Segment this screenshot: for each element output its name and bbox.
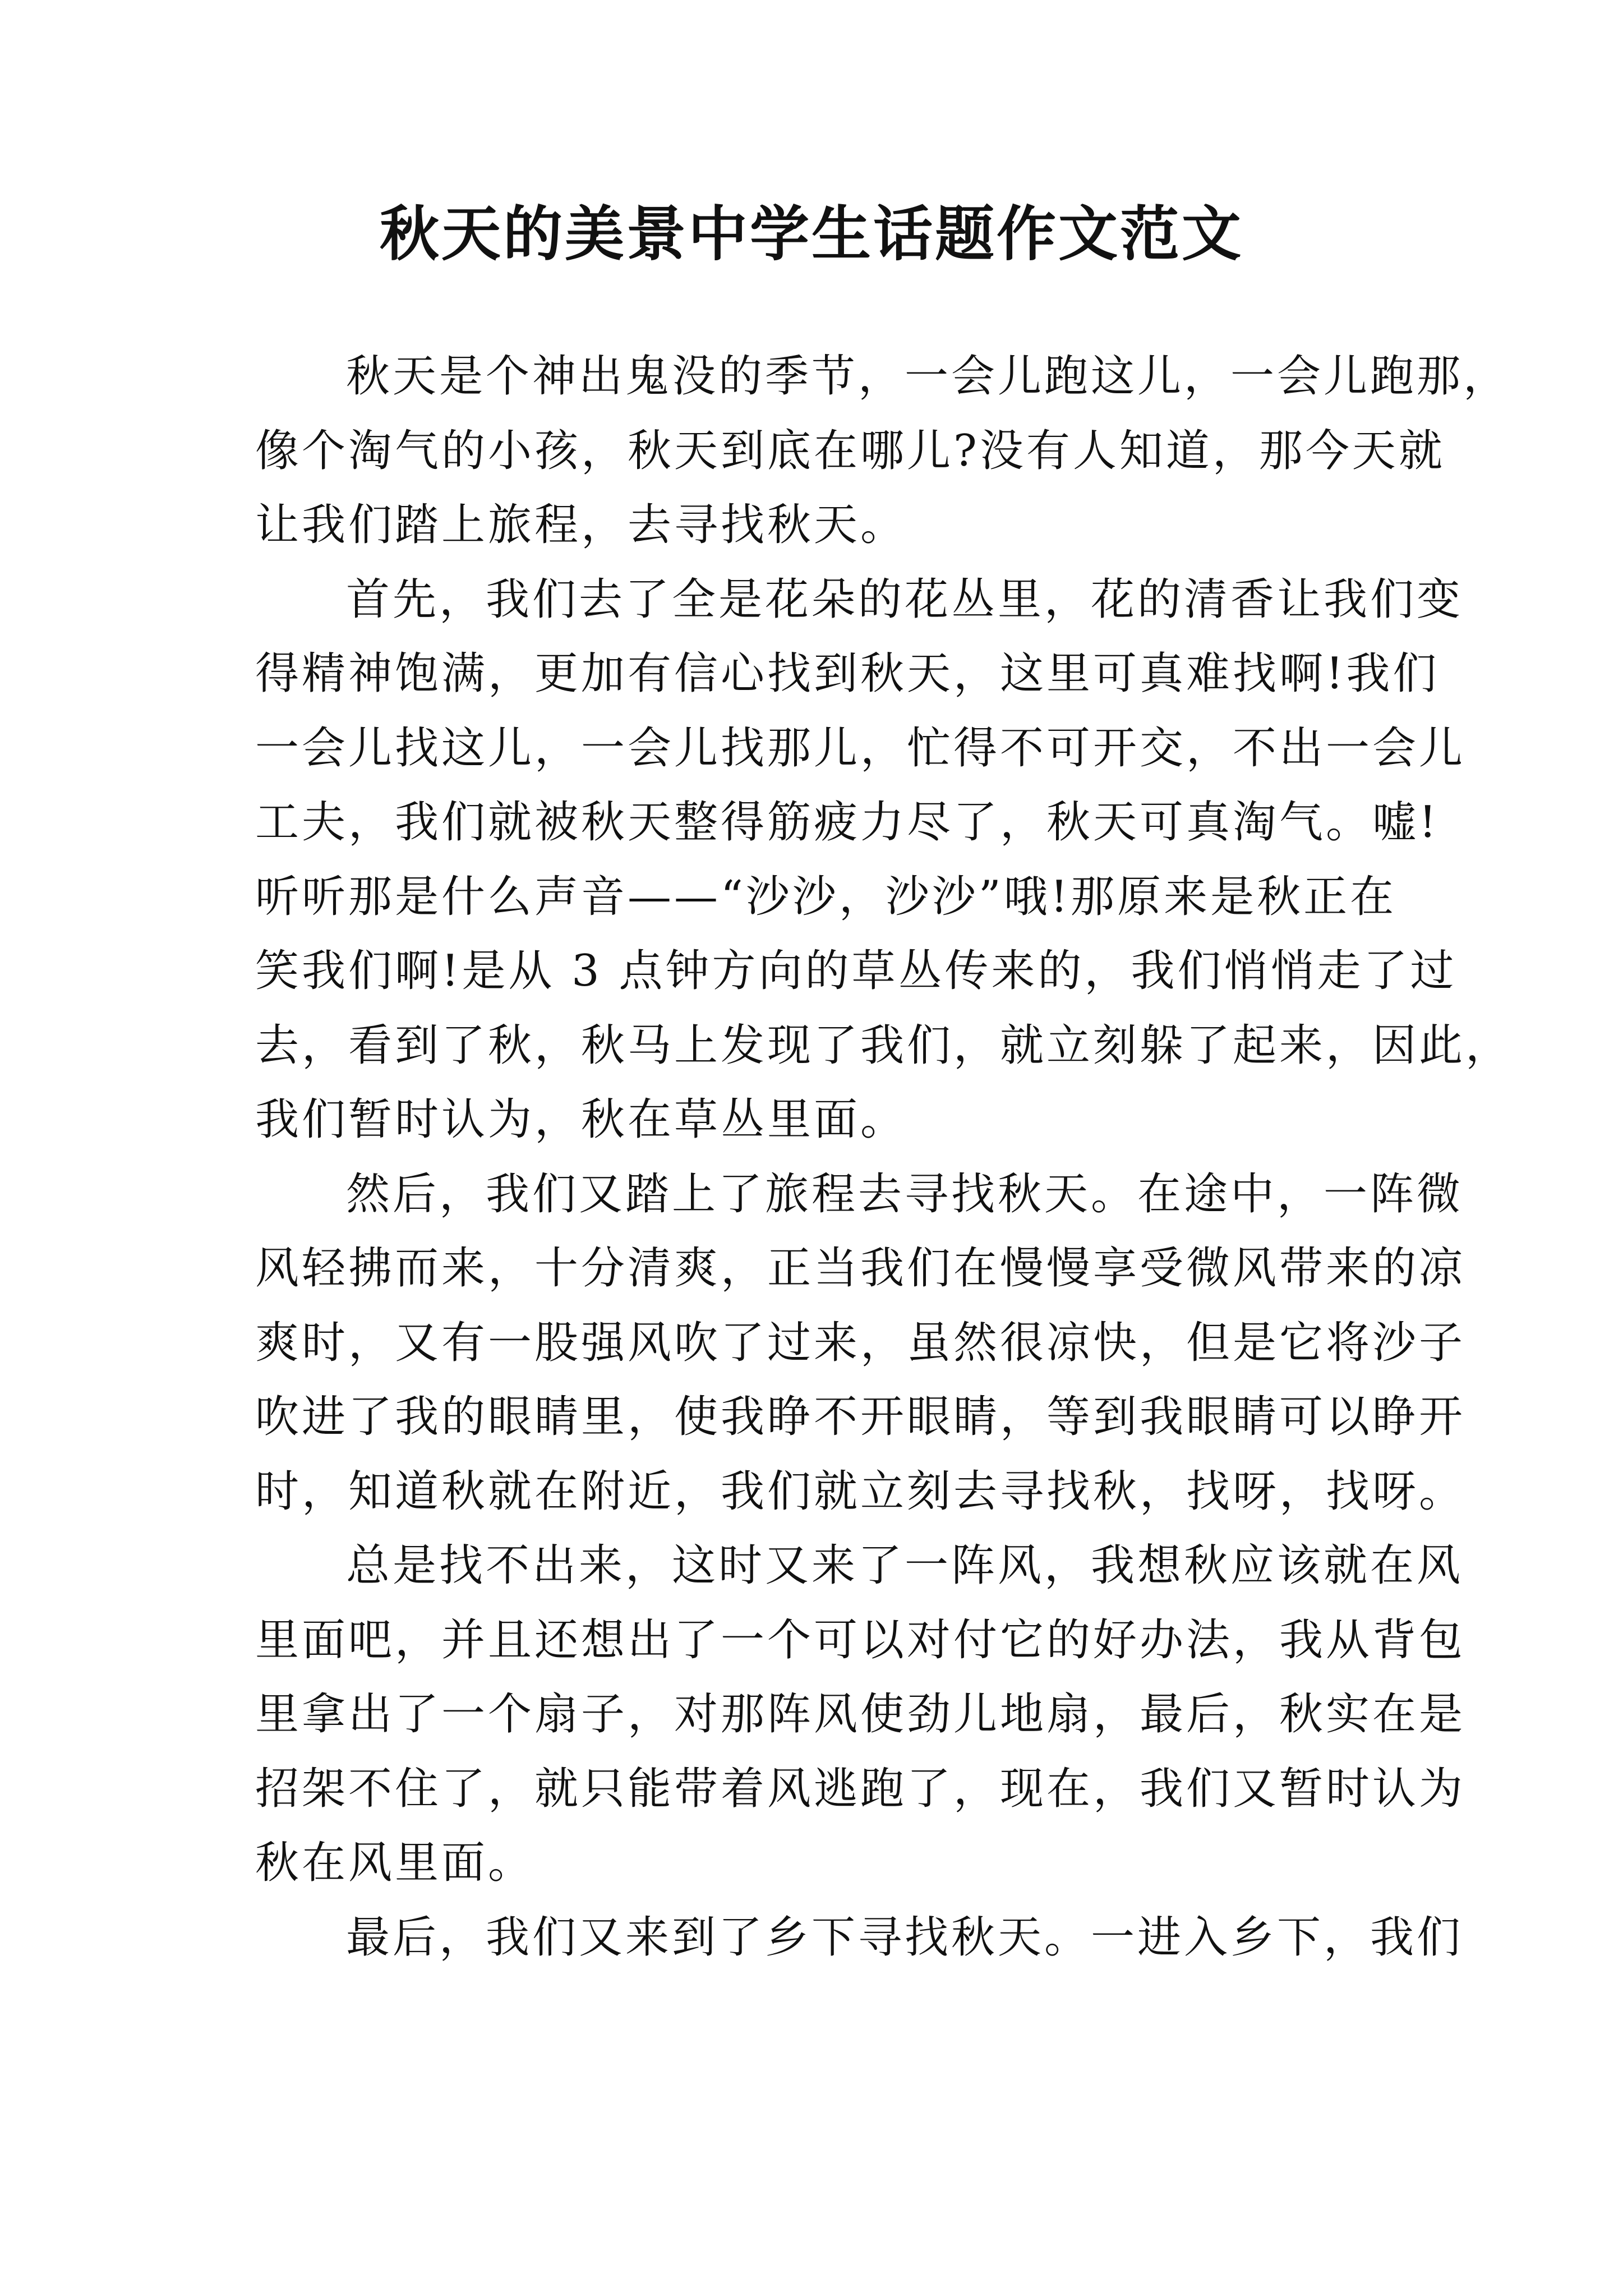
text-line: 吹进了我的眼睛里，使我睁不开眼睛，等到我眼睛可以睁开 [255, 1392, 1466, 1442]
text-line: 工夫，我们就被秋天整得筋疲力尽了，秋天可真淘气。嘘! [255, 797, 1440, 848]
text-line: 里拿出了一个扇子，对那阵风使劲儿地扇，最后，秋实在是 [255, 1689, 1466, 1740]
text-line: 去，看到了秋，秋马上发现了我们，就立刻躲了起来，因此， [255, 1020, 1513, 1071]
text-line: 首先，我们去了全是花朵的花丛里，花的清香让我们变 [346, 574, 1464, 625]
paragraph [255, 1157, 1466, 1529]
text-line: 秋在风里面。 [255, 1838, 535, 1888]
text-line: 笑我们啊!是从 3 点钟方向的草丛传来的，我们悄悄走了过 [255, 946, 1457, 996]
text-line: 爽时，又有一股强风吹了过来，虽然很凉快，但是它将沙子 [255, 1317, 1466, 1368]
text-line: 秋天是个神出鬼没的季节，一会儿跑这儿，一会儿跑那， [346, 351, 1510, 402]
text-line: 我们暂时认为，秋在草丛里面。 [255, 1094, 907, 1145]
text-line: 最后，我们又来到了乡下寻找秋天。一进入乡下，我们 [346, 1912, 1464, 1963]
text-line: 听听那是什么声音——“沙沙，沙沙”哦!那原来是秋正在 [255, 871, 1397, 922]
paragraph [255, 1901, 1464, 1975]
text-line: 总是找不出来，这时又来了一阵风，我想秋应该就在风 [346, 1540, 1464, 1591]
paragraph [255, 339, 1510, 563]
paragraph [255, 1529, 1466, 1901]
text-line: 得精神饱满，更加有信心找到秋天，这里可真难找啊!我们 [255, 648, 1440, 699]
text-line: 时，知道秋就在附近，我们就立刻去寻找秋，找呀，找呀。 [255, 1466, 1466, 1517]
text-line: 风轻拂而来，十分清爽，正当我们在慢慢享受微风带来的凉 [255, 1243, 1466, 1294]
text-line: 像个淘气的小孩，秋天到底在哪儿?没有人知道，那今天就 [255, 425, 1445, 476]
document-body [255, 339, 1513, 1975]
text-line: 里面吧，并且还想出了一个可以对付它的好办法，我从背包 [255, 1614, 1466, 1665]
text-line: 招架不住了，就只能带着风逃跑了，现在，我们又暂时认为 [255, 1763, 1466, 1814]
text-line: 然后，我们又踏上了旅程去寻找秋天。在途中，一阵微 [346, 1168, 1464, 1220]
text-line: 一会儿找这儿，一会儿找那儿，忙得不可开交，不出一会儿 [255, 723, 1466, 774]
paragraph [255, 563, 1513, 1157]
text-line: 让我们踏上旅程，去寻找秋天。 [255, 500, 907, 550]
document-title: 秋天的美景中学生话题作文范文 [380, 199, 1243, 269]
